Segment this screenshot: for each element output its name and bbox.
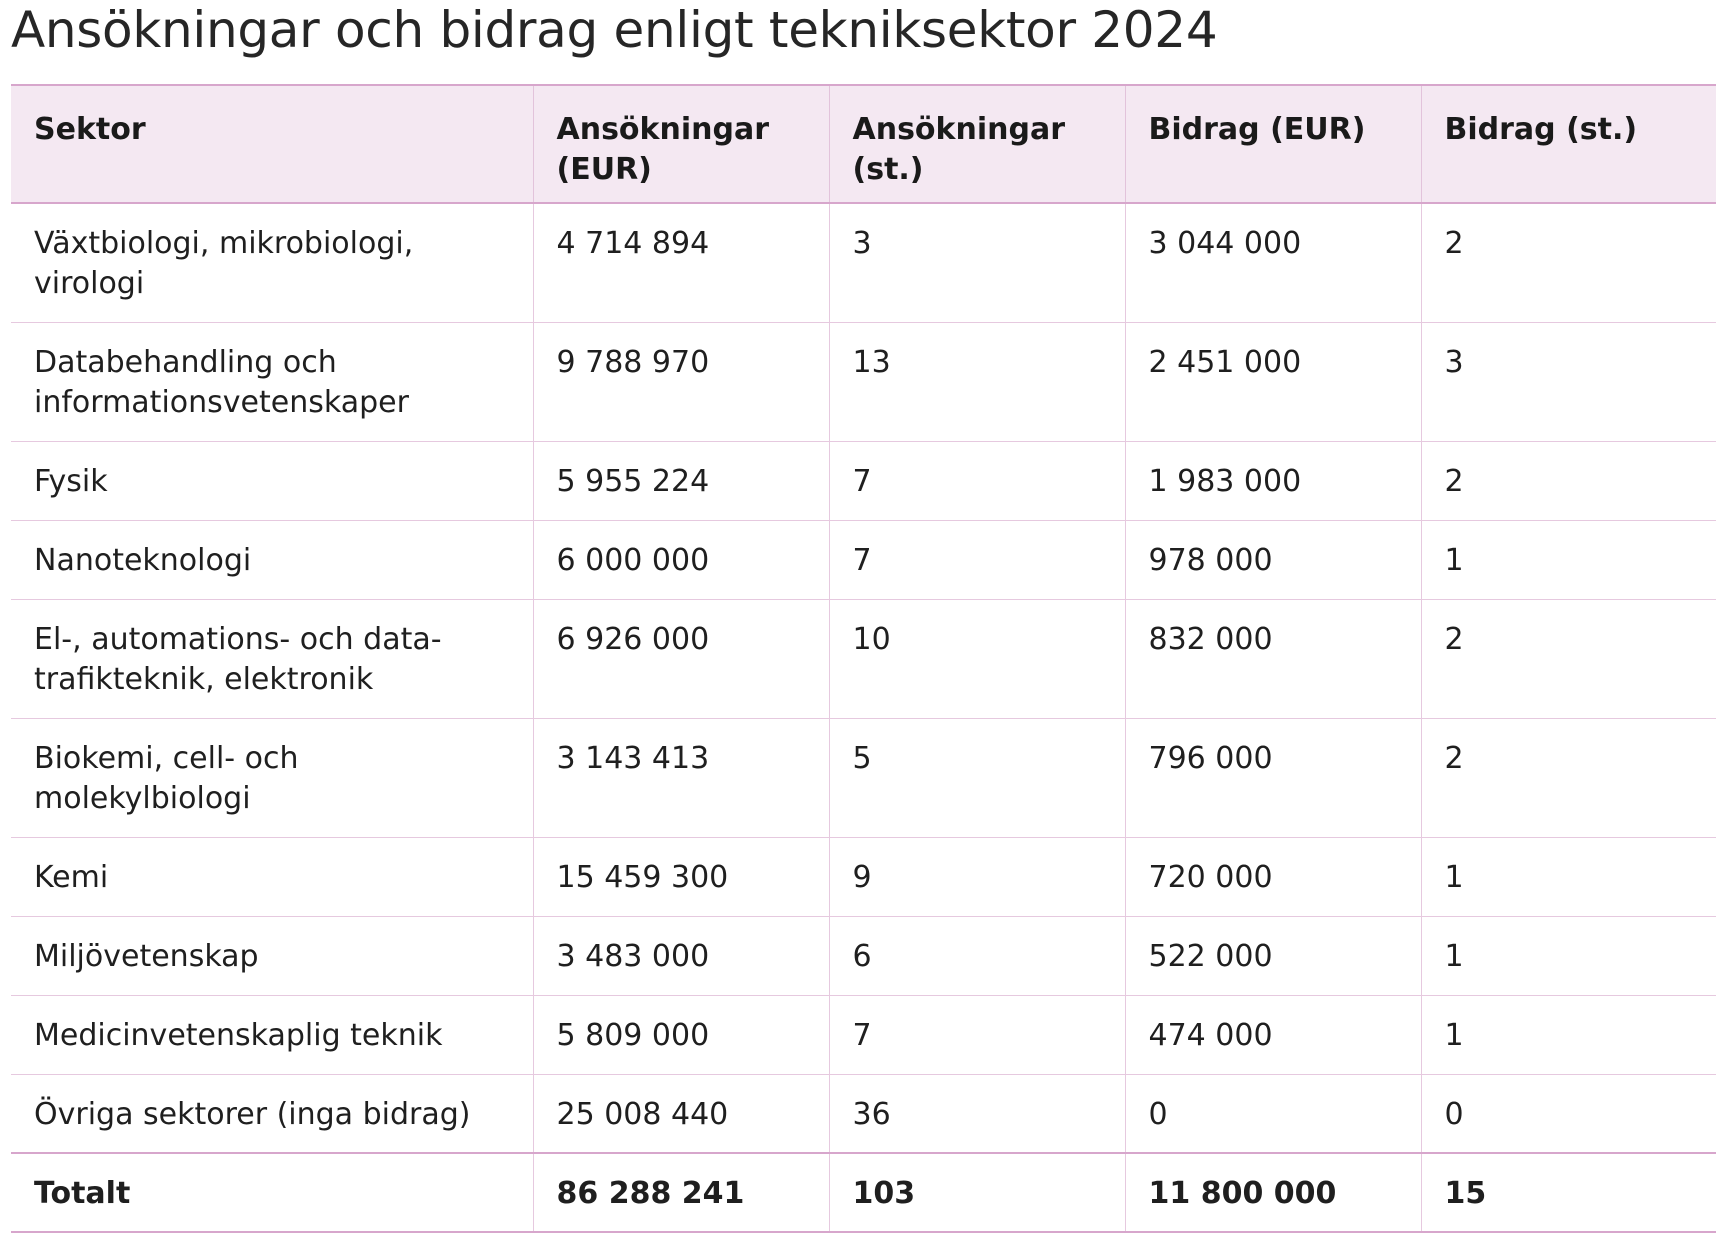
cell-bidrag-eur: 796 000: [1125, 718, 1421, 837]
cell-bidrag-eur: 978 000: [1125, 520, 1421, 599]
table-row: [11, 322, 1716, 441]
table-header-row: [11, 85, 1716, 203]
cell-ansokningar-eur: 25 008 440: [533, 1074, 829, 1153]
cell-sektor: Databehandling och informationsvetenskaper: [11, 322, 533, 441]
cell-bidrag-eur: 832 000: [1125, 599, 1421, 718]
cell-bidrag-eur: 474 000: [1125, 995, 1421, 1074]
header-bidrag-st: Bidrag (st.): [1421, 85, 1716, 203]
cell-bidrag-eur: 2 451 000: [1125, 322, 1421, 441]
cell-bidrag-st: 3: [1421, 322, 1716, 441]
cell-sektor: Kemi: [11, 837, 533, 916]
total-bidrag-eur: 11 800 000: [1125, 1153, 1421, 1232]
cell-ansokningar-eur: 3 483 000: [533, 916, 829, 995]
cell-ansokningar-eur: 9 788 970: [533, 322, 829, 441]
cell-ansokningar-st: 7: [829, 995, 1125, 1074]
cell-sektor: Nanoteknologi: [11, 520, 533, 599]
total-label: Totalt: [11, 1153, 533, 1232]
table-total-row: [11, 1153, 1716, 1232]
total-ansokningar-eur: 86 288 241: [533, 1153, 829, 1232]
cell-bidrag-st: 1: [1421, 916, 1716, 995]
cell-ansokningar-eur: 5 809 000: [533, 995, 829, 1074]
header-ansokningar-eur: Ansökningar (EUR): [533, 85, 829, 203]
sector-table: [11, 84, 1716, 1233]
cell-ansokningar-eur: 5 955 224: [533, 441, 829, 520]
cell-bidrag-eur: 3 044 000: [1125, 203, 1421, 322]
header-ansokningar-st: Ansökningar (st.): [829, 85, 1125, 203]
cell-ansokningar-eur: 4 714 894: [533, 203, 829, 322]
table-row: [11, 520, 1716, 599]
table-row: [11, 718, 1716, 837]
cell-ansokningar-st: 9: [829, 837, 1125, 916]
table-row: [11, 203, 1716, 322]
cell-ansokningar-st: 6: [829, 916, 1125, 995]
page-title: Ansökningar och bidrag enligt tekniksektor 2024: [11, 1, 1218, 59]
cell-bidrag-eur: 1 983 000: [1125, 441, 1421, 520]
table-row: [11, 599, 1716, 718]
header-sektor: Sektor: [11, 85, 533, 203]
cell-ansokningar-st: 7: [829, 441, 1125, 520]
cell-ansokningar-eur: 6 926 000: [533, 599, 829, 718]
cell-sektor: Fysik: [11, 441, 533, 520]
table-row: [11, 837, 1716, 916]
cell-ansokningar-st: 3: [829, 203, 1125, 322]
cell-bidrag-st: 2: [1421, 441, 1716, 520]
cell-ansokningar-eur: 3 143 413: [533, 718, 829, 837]
cell-ansokningar-st: 13: [829, 322, 1125, 441]
cell-bidrag-eur: 522 000: [1125, 916, 1421, 995]
cell-ansokningar-eur: 6 000 000: [533, 520, 829, 599]
total-ansokningar-st: 103: [829, 1153, 1125, 1232]
cell-ansokningar-st: 7: [829, 520, 1125, 599]
cell-bidrag-st: 2: [1421, 718, 1716, 837]
cell-bidrag-st: 2: [1421, 203, 1716, 322]
cell-sektor: Biokemi, cell- och molekylbiologi: [11, 718, 533, 837]
cell-bidrag-st: 0: [1421, 1074, 1716, 1153]
header-bidrag-eur: Bidrag (EUR): [1125, 85, 1421, 203]
table-row: [11, 916, 1716, 995]
cell-bidrag-st: 1: [1421, 995, 1716, 1074]
cell-bidrag-st: 1: [1421, 837, 1716, 916]
cell-bidrag-st: 2: [1421, 599, 1716, 718]
cell-bidrag-st: 1: [1421, 520, 1716, 599]
cell-sektor: Växtbiologi, mikrobiologi, virologi: [11, 203, 533, 322]
cell-ansokningar-st: 5: [829, 718, 1125, 837]
cell-sektor: El-, automations- och data-trafikteknik, elektronik: [11, 599, 533, 718]
cell-sektor: Övriga sektorer (inga bidrag): [11, 1074, 533, 1153]
table-row: [11, 995, 1716, 1074]
cell-bidrag-eur: 0: [1125, 1074, 1421, 1153]
cell-ansokningar-st: 36: [829, 1074, 1125, 1153]
cell-sektor: Medicinvetenskaplig teknik: [11, 995, 533, 1074]
cell-ansokningar-eur: 15 459 300: [533, 837, 829, 916]
table-row: [11, 441, 1716, 520]
cell-ansokningar-st: 10: [829, 599, 1125, 718]
total-bidrag-st: 15: [1421, 1153, 1716, 1232]
cell-sektor: Miljövetenskap: [11, 916, 533, 995]
cell-bidrag-eur: 720 000: [1125, 837, 1421, 916]
table-row: [11, 1074, 1716, 1153]
